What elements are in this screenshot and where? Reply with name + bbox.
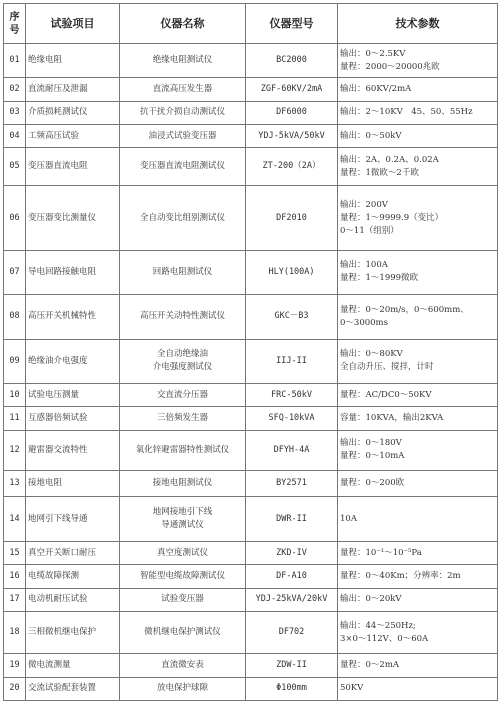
test-item: 变压器直流电阻 <box>26 148 120 186</box>
row-number: 07 <box>4 250 26 294</box>
technical-params <box>338 654 498 677</box>
row-number: 10 <box>4 384 26 407</box>
param-line: 量程：1～1999微欧 <box>340 273 419 284</box>
test-item: 绝缘电阻 <box>26 44 120 78</box>
table-row <box>4 470 498 497</box>
param-line: 0～3000ms <box>340 317 388 328</box>
table-row <box>4 407 498 430</box>
technical-params <box>338 125 498 148</box>
instrument-model: ZDW-II <box>246 654 338 677</box>
instrument-name: 高压开关动特性测试仪 <box>120 295 246 339</box>
param-line: 3×0～112V、0～60A <box>340 633 429 644</box>
table-body <box>4 44 498 701</box>
instrument-name: 直流高压发生器 <box>120 78 246 101</box>
table-row <box>4 384 498 407</box>
test-item: 直流耐压及泄漏 <box>26 78 120 101</box>
technical-params <box>338 430 498 470</box>
row-number: 09 <box>4 339 26 383</box>
table-row <box>4 148 498 186</box>
param-line: 输出：0～20kV <box>340 594 402 605</box>
param-line: 输出：200V <box>340 199 388 210</box>
row-number: 16 <box>4 565 26 588</box>
technical-params <box>338 44 498 78</box>
table-row <box>4 588 498 611</box>
test-item: 电缆故障探测 <box>26 565 120 588</box>
table-row <box>4 339 498 383</box>
instrument-name: 全自动绝缘油 介电强度测试仪 <box>120 339 246 383</box>
test-item: 真空开关断口耐压 <box>26 541 120 564</box>
test-item: 试验电压测量 <box>26 384 120 407</box>
table-row <box>4 654 498 677</box>
param-line: 输出：0～80KV <box>340 349 403 360</box>
table-row <box>4 677 498 700</box>
row-number: 13 <box>4 470 26 497</box>
param-line: 输出：0～50kV <box>340 130 402 141</box>
technical-params <box>338 407 498 430</box>
table-row <box>4 295 498 339</box>
instrument-name: 氧化锌避雷器特性测试仪 <box>120 430 246 470</box>
test-item: 高压开关机械特性 <box>26 295 120 339</box>
instrument-model: DF6000 <box>246 101 338 124</box>
row-number: 11 <box>4 407 26 430</box>
technical-params <box>338 295 498 339</box>
param-line: 量程：0～200欧 <box>340 478 405 489</box>
technical-params <box>338 186 498 250</box>
row-number: 20 <box>4 677 26 700</box>
test-item: 介质损耗测试仪 <box>26 101 120 124</box>
technical-params <box>338 148 498 186</box>
table-row <box>4 565 498 588</box>
param-line: 50KV <box>340 683 364 694</box>
param-line: 输出：0～180V <box>340 438 402 449</box>
row-number: 06 <box>4 186 26 250</box>
instrument-name: 地网接地引下线 导通测试仪 <box>120 497 246 541</box>
technical-params <box>338 101 498 124</box>
table-row <box>4 78 498 101</box>
instrument-name: 放电保护球隙 <box>120 677 246 700</box>
row-number: 15 <box>4 541 26 564</box>
table-row <box>4 44 498 78</box>
param-line: 量程：0～10mA <box>340 451 405 462</box>
table-row <box>4 250 498 294</box>
instrument-model: DF-A10 <box>246 565 338 588</box>
technical-params <box>338 78 498 101</box>
instrument-model: GKC－B3 <box>246 295 338 339</box>
header-instrument: 仪器名称 <box>120 4 246 44</box>
param-line: 0～11（组别） <box>340 225 399 236</box>
instrument-name: 微机继电保护测试仪 <box>120 611 246 653</box>
test-item: 工频高压试验 <box>26 125 120 148</box>
param-line: 量程：0～2mA <box>340 659 400 670</box>
instrument-model: YDJ-5kVA/50kV <box>246 125 338 148</box>
technical-params <box>338 339 498 383</box>
row-number: 08 <box>4 295 26 339</box>
instrument-name: 三倍频发生器 <box>120 407 246 430</box>
row-number: 14 <box>4 497 26 541</box>
instrument-model: DF2010 <box>246 186 338 250</box>
param-line: 输出：60KV/2mA <box>340 84 412 95</box>
header-item: 试验项目 <box>26 4 120 44</box>
technical-params <box>338 541 498 564</box>
instrument-name: 真空度测试仪 <box>120 541 246 564</box>
technical-params <box>338 250 498 294</box>
instrument-model: FRC-50kV <box>246 384 338 407</box>
table-row <box>4 186 498 250</box>
instrument-model: DFYH-4A <box>246 430 338 470</box>
technical-params <box>338 588 498 611</box>
test-item: 电动机耐压试验 <box>26 588 120 611</box>
param-line: 量程：2000～20000兆欧 <box>340 61 440 72</box>
param-line: 量程：AC/DC0～50KV <box>340 389 432 400</box>
instrument-model: Φ100mm <box>246 677 338 700</box>
test-item: 三相微机继电保护 <box>26 611 120 653</box>
technical-params <box>338 565 498 588</box>
technical-params <box>338 497 498 541</box>
technical-params <box>338 677 498 700</box>
test-item: 接地电阻 <box>26 470 120 497</box>
instrument-name: 直流微安表 <box>120 654 246 677</box>
param-line: 全自动升压、搅拌，计时 <box>340 362 434 373</box>
test-item: 微电流测量 <box>26 654 120 677</box>
instrument-name: 回路电阻测试仪 <box>120 250 246 294</box>
table-row <box>4 430 498 470</box>
header-no: 序号 <box>4 4 26 44</box>
instrument-model: YDJ-25kVA/20kV <box>246 588 338 611</box>
row-number: 19 <box>4 654 26 677</box>
test-item: 导电回路接触电阻 <box>26 250 120 294</box>
instrument-name: 试验变压器 <box>120 588 246 611</box>
param-line: 输出：2～10KV 45、50、55Hz <box>340 107 473 118</box>
instrument-name: 全自动变比组别测试仪 <box>120 186 246 250</box>
technical-params <box>338 384 498 407</box>
instrument-table <box>3 3 498 701</box>
instrument-model: ZKD-IV <box>246 541 338 564</box>
table-row <box>4 101 498 124</box>
instrument-name: 变压器直流电阻测试仪 <box>120 148 246 186</box>
instrument-name: 绝缘电阻测试仪 <box>120 44 246 78</box>
instrument-model: ZT-200（2A） <box>246 148 338 186</box>
table-row <box>4 611 498 653</box>
test-item: 避雷器交流特性 <box>26 430 120 470</box>
instrument-model: DF702 <box>246 611 338 653</box>
instrument-name: 接地电阻测试仪 <box>120 470 246 497</box>
param-line: 10A <box>340 513 357 524</box>
param-line: 量程：0～40Km；分辨率：2m <box>340 570 461 581</box>
test-item: 互感器倍频试验 <box>26 407 120 430</box>
instrument-name: 智能型电缆故障测试仪 <box>120 565 246 588</box>
row-number: 18 <box>4 611 26 653</box>
test-item: 变压器变比测量仪 <box>26 186 120 250</box>
table-row <box>4 125 498 148</box>
param-line: 量程：1～9999.9（变比） <box>340 212 444 223</box>
technical-params <box>338 611 498 653</box>
row-number: 03 <box>4 101 26 124</box>
header-model: 仪器型号 <box>246 4 338 44</box>
row-number: 17 <box>4 588 26 611</box>
test-item: 地网引下线导通 <box>26 497 120 541</box>
param-line: 量程：0～20m/s，0～600mm、 <box>340 304 469 315</box>
instrument-model: HLY(100A) <box>246 250 338 294</box>
param-line: 输出：100A <box>340 260 388 271</box>
table-row <box>4 541 498 564</box>
header-params: 技术参数 <box>338 4 498 44</box>
test-item: 交流试验配套装置 <box>26 677 120 700</box>
param-line: 输出：0～2.5KV <box>340 48 406 59</box>
instrument-model: BC2000 <box>246 44 338 78</box>
param-line: 量程：1微欧～2千欧 <box>340 167 419 178</box>
param-line: 输出：44～250Hz; <box>340 620 416 631</box>
instrument-model: SFQ-10kVA <box>246 407 338 430</box>
row-number: 12 <box>4 430 26 470</box>
instrument-name: 抗干扰介损自动测试仪 <box>120 101 246 124</box>
test-item: 绝缘油介电强度 <box>26 339 120 383</box>
instrument-model: ZGF-60KV/2mA <box>246 78 338 101</box>
instrument-model: DWR-II <box>246 497 338 541</box>
row-number: 01 <box>4 44 26 78</box>
header-row <box>4 4 498 44</box>
instrument-name: 交直流分压器 <box>120 384 246 407</box>
param-line: 输出：2A、0.2A、0.02A <box>340 154 439 165</box>
param-line: 容量：10KVA，输出2KVA <box>340 413 444 424</box>
table-row <box>4 497 498 541</box>
row-number: 04 <box>4 125 26 148</box>
instrument-model: IIJ-II <box>246 339 338 383</box>
row-number: 02 <box>4 78 26 101</box>
row-number: 05 <box>4 148 26 186</box>
instrument-model: BY2571 <box>246 470 338 497</box>
instrument-name: 油浸式试验变压器 <box>120 125 246 148</box>
param-line: 量程：10⁻¹～10⁻⁵Pa <box>340 547 422 558</box>
technical-params <box>338 470 498 497</box>
